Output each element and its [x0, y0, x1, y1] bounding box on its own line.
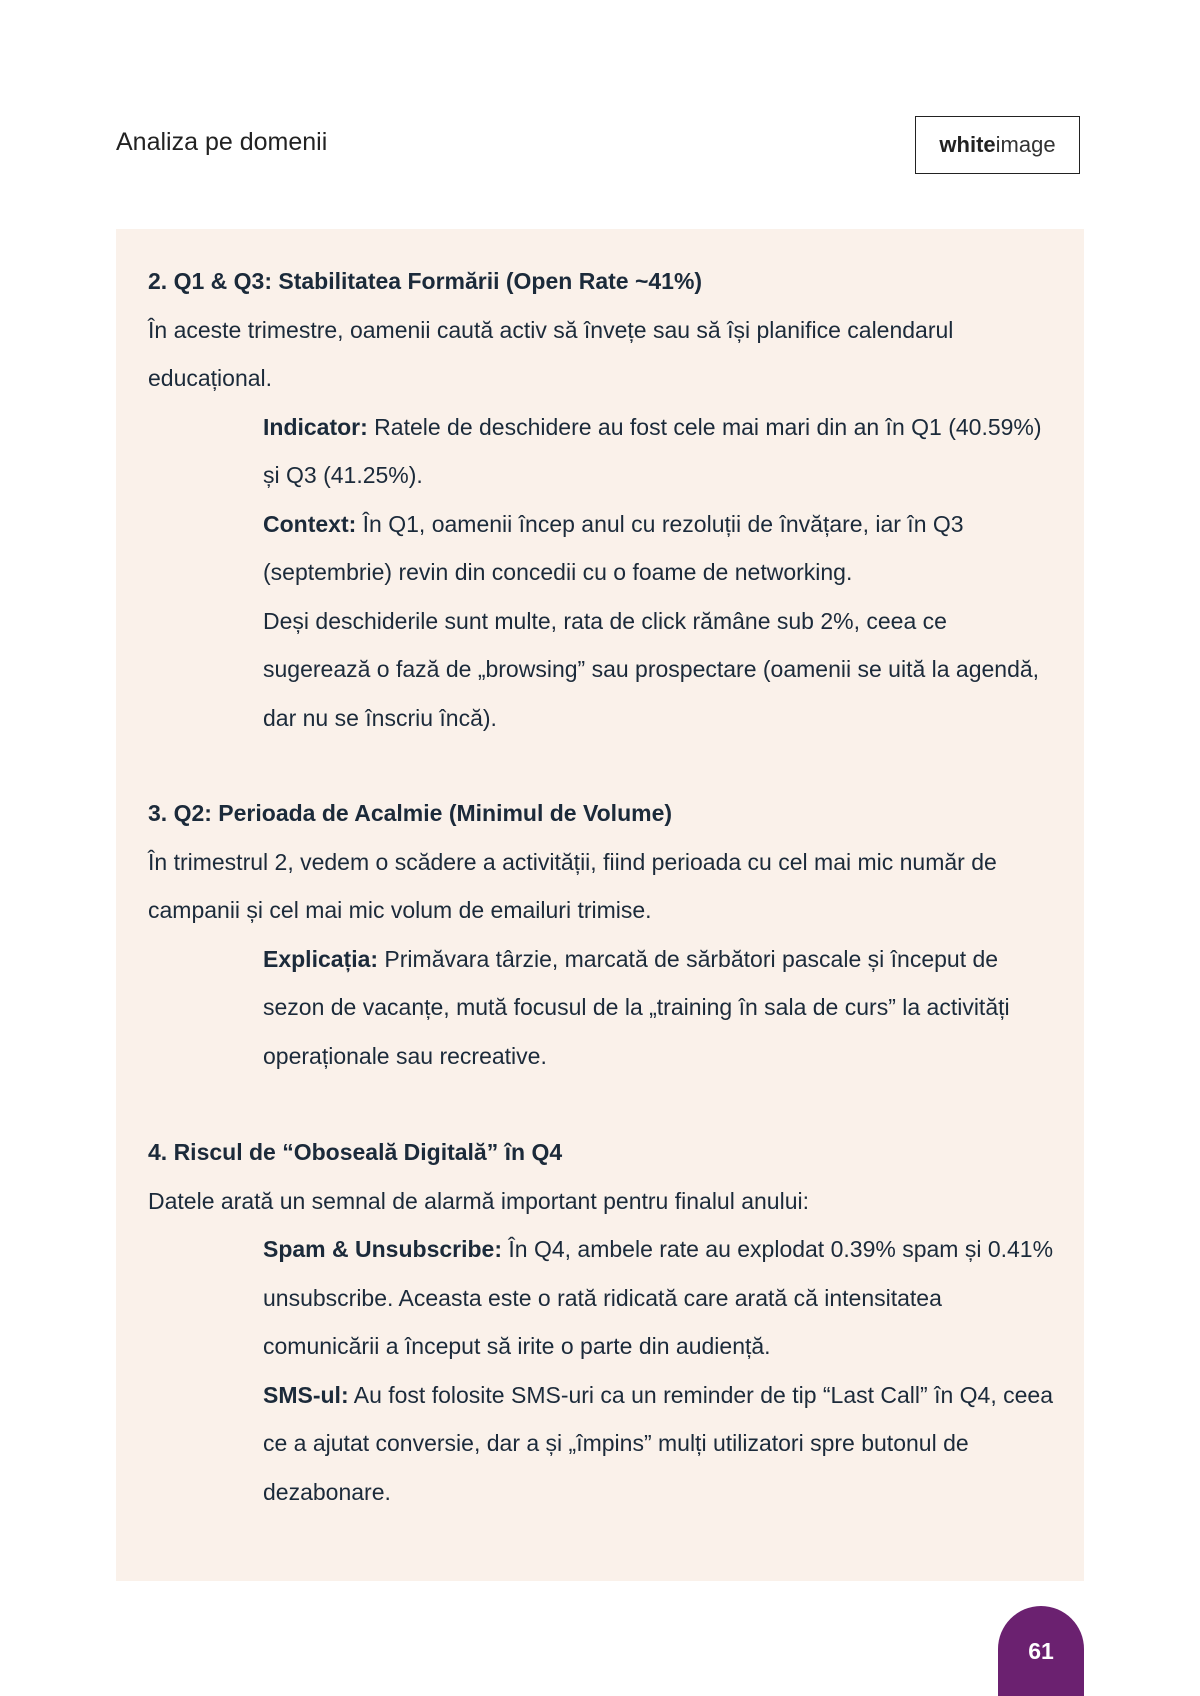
- page-number-badge: 61: [998, 1606, 1084, 1696]
- section-item: [263, 597, 1058, 743]
- item-text: În Q4, ambele rate au explodat 0.39% spam și 0.41% unsubscribe. Aceasta este o rată ridicată care arată că intensitatea comunicării a început să irite o parte din audiență.: [263, 1236, 1054, 1359]
- item-text: Deși deschiderile sunt multe, rata de click rămâne sub 2%, ceea ce sugerează o fază de „browsing” sau prospectare (oamenii se uită la agendă, dar nu se înscriu încă).: [263, 607, 1040, 731]
- brand-logo: [915, 116, 1080, 174]
- content-panel: [116, 229, 1084, 1581]
- section-q2: [148, 789, 1068, 1080]
- section-item: [263, 1225, 1058, 1371]
- item-text: Primăvara târzie, marcată de sărbători pascale și început de sezon de vacanțe, mută focusul de la „training în sala de curs” la activități operaționale sau recreative.: [263, 945, 1010, 1069]
- section-intro: În trimestrul 2, vedem o scădere a activității, fiind perioada cu cel mai mic număr de campanii și cel mai mic volum de emailuri trimise.: [148, 848, 997, 923]
- item-label: Context:: [263, 510, 357, 537]
- item-label: Spam & Unsubscribe:: [263, 1236, 502, 1262]
- section-intro: Datele arată un semnal de alarmă important pentru finalul anului:: [148, 1187, 809, 1214]
- item-text: Au fost folosite SMS-uri ca un reminder de tip “Last Call” în Q4, ceea ce a ajutat conversie, dar a și „împins” mulți utilizatori spre butonul de dezabonare.: [263, 1381, 1053, 1505]
- section-item: [263, 1371, 1058, 1517]
- logo-light-text: image: [995, 132, 1056, 157]
- item-label: SMS-ul:: [263, 1381, 349, 1408]
- item-label: Explicația:: [263, 945, 379, 972]
- section-title: 3. Q2: Perioada de Acalmie (Minimul de Volume): [148, 800, 673, 826]
- section-title: 2. Q1 & Q3: Stabilitatea Formării (Open Rate ~41%): [148, 268, 703, 294]
- section-title: 4. Riscul de “Oboseală Digitală” în Q4: [148, 1139, 563, 1165]
- section-item: [263, 935, 1058, 1081]
- section-intro: În aceste trimestre, oamenii caută activ să învețe sau să își planifice calendarul educațional.: [148, 316, 954, 391]
- section-q1-q3: [148, 257, 1068, 742]
- logo-bold-text: white: [939, 132, 996, 157]
- section-q4: [148, 1128, 1068, 1516]
- section-item: [263, 403, 1058, 500]
- page-header-title: Analiza pe domenii: [116, 128, 328, 156]
- item-text: În Q1, oamenii încep anul cu rezoluții de învățare, iar în Q3 (septembrie) revin din concedii cu o foame de networking.: [263, 510, 964, 585]
- item-label: Indicator:: [263, 413, 368, 440]
- item-text: Ratele de deschidere au fost cele mai mari din an în Q1 (40.59%) și Q3 (41.25%).: [263, 413, 1042, 488]
- section-item: [263, 500, 1058, 597]
